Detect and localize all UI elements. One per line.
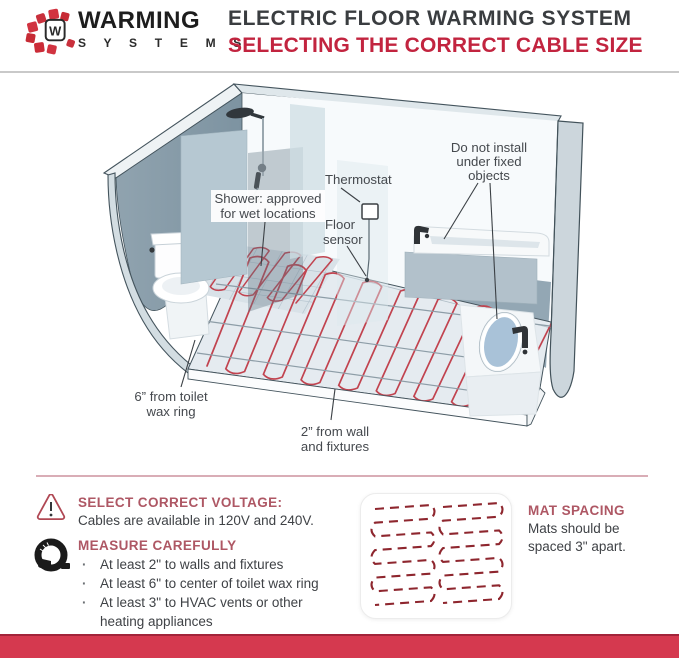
measure-heading: MEASURE CAREFULLY — [78, 538, 237, 553]
bathtub — [405, 226, 549, 304]
toilet-clearance-label-line2: wax ring — [146, 404, 196, 419]
floor-sensor-dot — [365, 278, 369, 282]
fixed-objects-label-line3: objects — [468, 168, 510, 183]
shower-label-line1: Shower: approved — [214, 191, 322, 206]
footer — [36, 478, 656, 632]
shower-label-line2: for wet locations — [220, 206, 316, 221]
warning-icon — [36, 494, 66, 521]
floor-sensor-label-line1: Floor — [325, 217, 356, 232]
logo-line1: WARMING — [78, 7, 201, 34]
wall-clearance-label-line2: and fixtures — [300, 439, 370, 454]
bottom-accent-bar — [0, 634, 679, 658]
logo-letter: W — [49, 23, 62, 39]
shower-glass-panel — [290, 104, 325, 259]
logo-wordmark — [78, 9, 249, 49]
logo-line2: S Y S T E M S — [78, 36, 249, 50]
measure-bullet-list — [78, 555, 346, 632]
mat-spacing-card — [360, 493, 512, 619]
floor-sensor-label-line2: sensor — [323, 232, 363, 247]
mat-spacing-heading: MAT SPACING — [528, 503, 625, 518]
fixed-objects-label-line2: under fixed — [456, 154, 522, 169]
header-divider — [0, 71, 679, 73]
measure-bullet: · At least 2" to walls and fixtures — [78, 555, 346, 574]
mat-spacing-body: Mats should be spaced 3" apart. — [528, 521, 626, 554]
corner-tub — [460, 305, 541, 416]
bathroom-diagram — [0, 76, 679, 468]
page-title: ELECTRIC FLOOR WARMING SYSTEM — [228, 7, 632, 30]
voltage-body: Cables are available in 120V and 240V. — [78, 513, 314, 528]
page-subtitle: SELECTING THE CORRECT CABLE SIZE — [228, 34, 643, 57]
wall-clearance-label-line1: 2” from wall — [300, 424, 370, 439]
thermostat-label: Thermostat — [325, 172, 392, 187]
measure-bullet: · At least 6" to center of toilet wax ring — [78, 574, 346, 593]
toilet-clearance-label-line1: 6” from toilet — [134, 389, 208, 404]
warming-systems-logo-icon — [20, 2, 82, 62]
footer-divider — [36, 475, 648, 477]
tape-measure-icon — [32, 536, 74, 578]
measure-bullet: · At least 3" to HVAC vents or other heating appliances — [78, 593, 346, 631]
voltage-heading: SELECT CORRECT VOLTAGE: — [78, 495, 283, 510]
fixed-objects-label-line1: Do not install — [450, 140, 528, 155]
header — [0, 0, 679, 71]
mat-pattern — [361, 494, 511, 618]
